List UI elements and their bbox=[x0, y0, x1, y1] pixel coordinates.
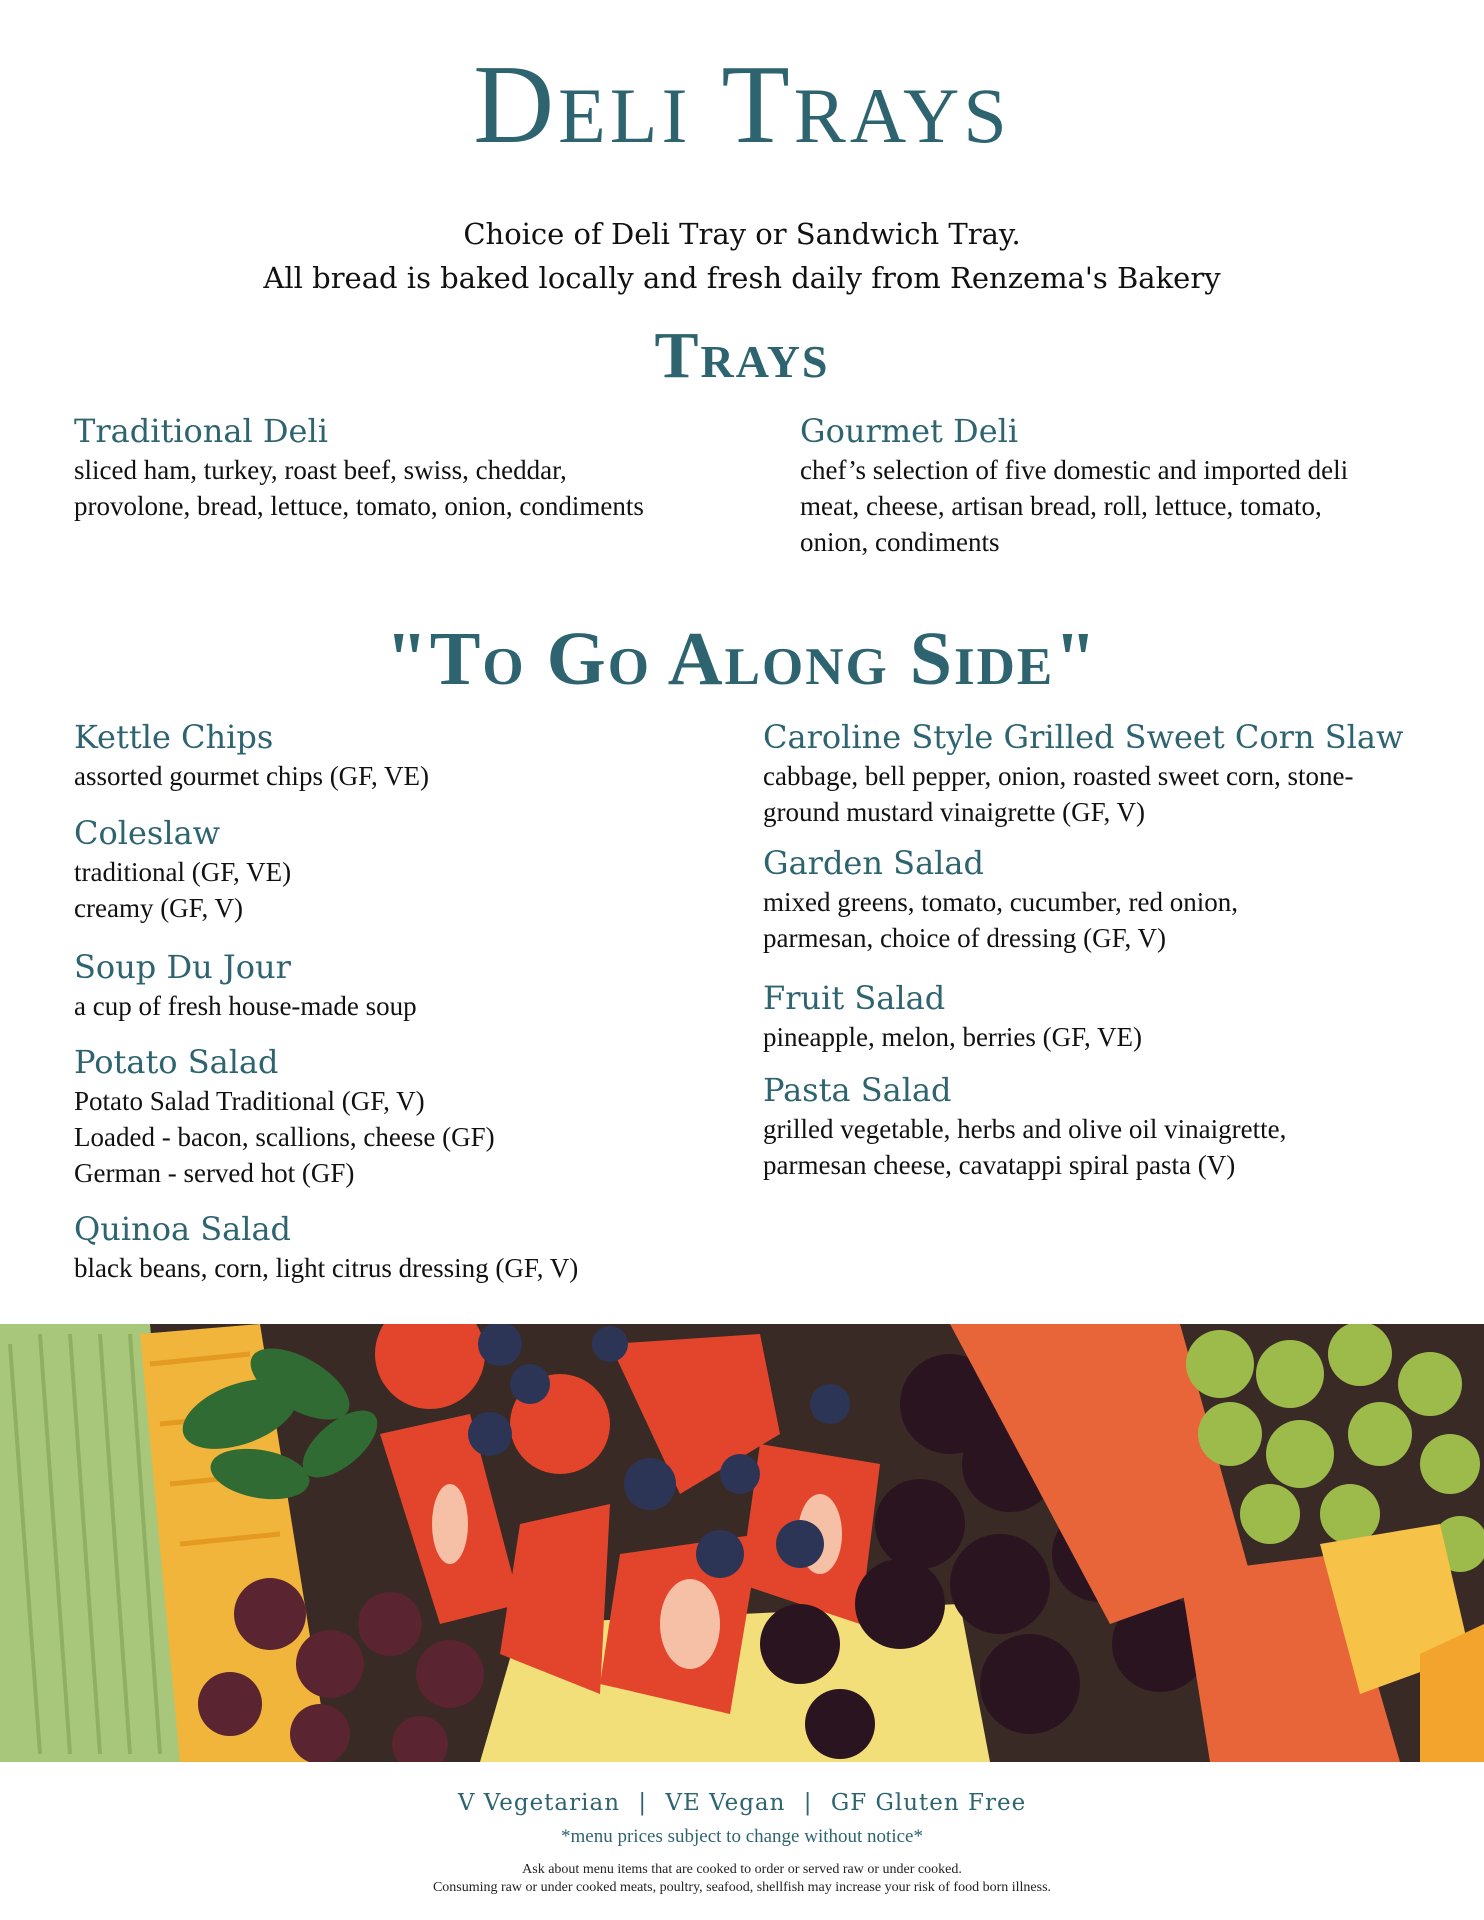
item-name: Kettle Chips bbox=[74, 718, 274, 756]
item-desc-line: parmesan, choice of dressing (GF, V) bbox=[763, 923, 1166, 953]
item-name: Soup Du Jour bbox=[74, 948, 291, 986]
item-desc-line: Loaded - bacon, scallions, cheese (GF) bbox=[74, 1122, 495, 1152]
menu-item-soup-du-jour bbox=[74, 946, 714, 1024]
legend-vegan: VE Vegan bbox=[665, 1790, 786, 1816]
item-name: Coleslaw bbox=[74, 814, 221, 852]
item-desc-line: traditional (GF, VE) bbox=[74, 857, 292, 887]
menu-item-coleslaw bbox=[74, 812, 714, 926]
item-name: Traditional Deli bbox=[74, 412, 328, 450]
menu-item-gourmet-deli bbox=[800, 410, 1440, 560]
page-title: Deli Trays bbox=[473, 43, 1011, 167]
item-desc-line: German - served hot (GF) bbox=[74, 1158, 355, 1188]
item-name: Potato Salad bbox=[74, 1043, 279, 1081]
item-desc-line: chef’s selection of five domestic and imported deli bbox=[800, 455, 1349, 485]
menu-item-garden-salad bbox=[763, 842, 1443, 956]
item-name: Pasta Salad bbox=[763, 1071, 952, 1109]
legend-gluten-free: GF Gluten Free bbox=[830, 1790, 1027, 1816]
legend-vegetarian: V Vegetarian bbox=[457, 1790, 621, 1816]
dietary-legend bbox=[0, 1790, 1484, 1816]
item-desc-line: provolone, bread, lettuce, tomato, onion, condiments bbox=[74, 491, 644, 521]
legend-separator: | bbox=[803, 1790, 813, 1816]
food-safety-note-2: Consuming raw or under cooked meats, poultry, seafood, shellfish may increase your risk of food born illness. bbox=[432, 1880, 1052, 1895]
item-desc-line: ground mustard vinaigrette (GF, V) bbox=[763, 797, 1146, 827]
item-name: Fruit Salad bbox=[763, 979, 946, 1017]
item-name: Caroline Style Grilled Sweet Corn Slaw bbox=[763, 718, 1404, 756]
item-desc-line: black beans, corn, light citrus dressing (GF, V) bbox=[74, 1253, 579, 1283]
item-desc-line: creamy (GF, V) bbox=[74, 893, 244, 923]
item-desc-line: a cup of fresh house-made soup bbox=[74, 991, 417, 1021]
menu-item-kettle-chips bbox=[74, 716, 714, 794]
item-desc-line: sliced ham, turkey, roast beef, swiss, cheddar, bbox=[74, 455, 567, 485]
item-desc-line: meat, cheese, artisan bread, roll, lettuce, tomato, bbox=[800, 491, 1322, 521]
intro-line-1: Choice of Deli Tray or Sandwich Tray. bbox=[463, 217, 1021, 251]
trays-section-title: Trays bbox=[654, 319, 830, 392]
price-notice: *menu prices subject to change without notice* bbox=[561, 1826, 923, 1847]
item-desc-line: grilled vegetable, herbs and olive oil vinaigrette, bbox=[763, 1114, 1287, 1144]
fruit-platter-image bbox=[0, 1324, 1484, 1762]
menu-item-corn-slaw bbox=[763, 716, 1463, 830]
legend-separator: | bbox=[638, 1790, 648, 1816]
intro-text bbox=[0, 212, 1484, 300]
menu-item-traditional-deli bbox=[74, 410, 754, 524]
item-desc-line: assorted gourmet chips (GF, VE) bbox=[74, 761, 430, 791]
menu-item-fruit-salad bbox=[763, 977, 1443, 1055]
item-name: Garden Salad bbox=[763, 844, 984, 882]
item-name: Quinoa Salad bbox=[74, 1210, 291, 1248]
food-safety-note-1: Ask about menu items that are cooked to order or served raw or under cooked. bbox=[522, 1862, 962, 1877]
item-desc-line: onion, condiments bbox=[800, 527, 1000, 557]
item-name: Gourmet Deli bbox=[800, 412, 1019, 450]
item-desc-line: mixed greens, tomato, cucumber, red onion, bbox=[763, 887, 1239, 917]
intro-line-2: All bread is baked locally and fresh daily from Renzema's Bakery bbox=[263, 261, 1221, 295]
item-desc-line: parmesan cheese, cavatappi spiral pasta (V) bbox=[763, 1150, 1236, 1180]
item-desc-line: cabbage, bell pepper, onion, roasted sweet corn, stone- bbox=[763, 761, 1354, 791]
menu-item-pasta-salad bbox=[763, 1069, 1443, 1183]
menu-item-quinoa-salad bbox=[74, 1208, 754, 1286]
menu-item-potato-salad bbox=[74, 1041, 714, 1191]
item-desc-line: Potato Salad Traditional (GF, V) bbox=[74, 1086, 425, 1116]
sides-section-title: "To Go Along Side" bbox=[385, 617, 1099, 701]
item-desc-line: pineapple, melon, berries (GF, VE) bbox=[763, 1022, 1142, 1052]
